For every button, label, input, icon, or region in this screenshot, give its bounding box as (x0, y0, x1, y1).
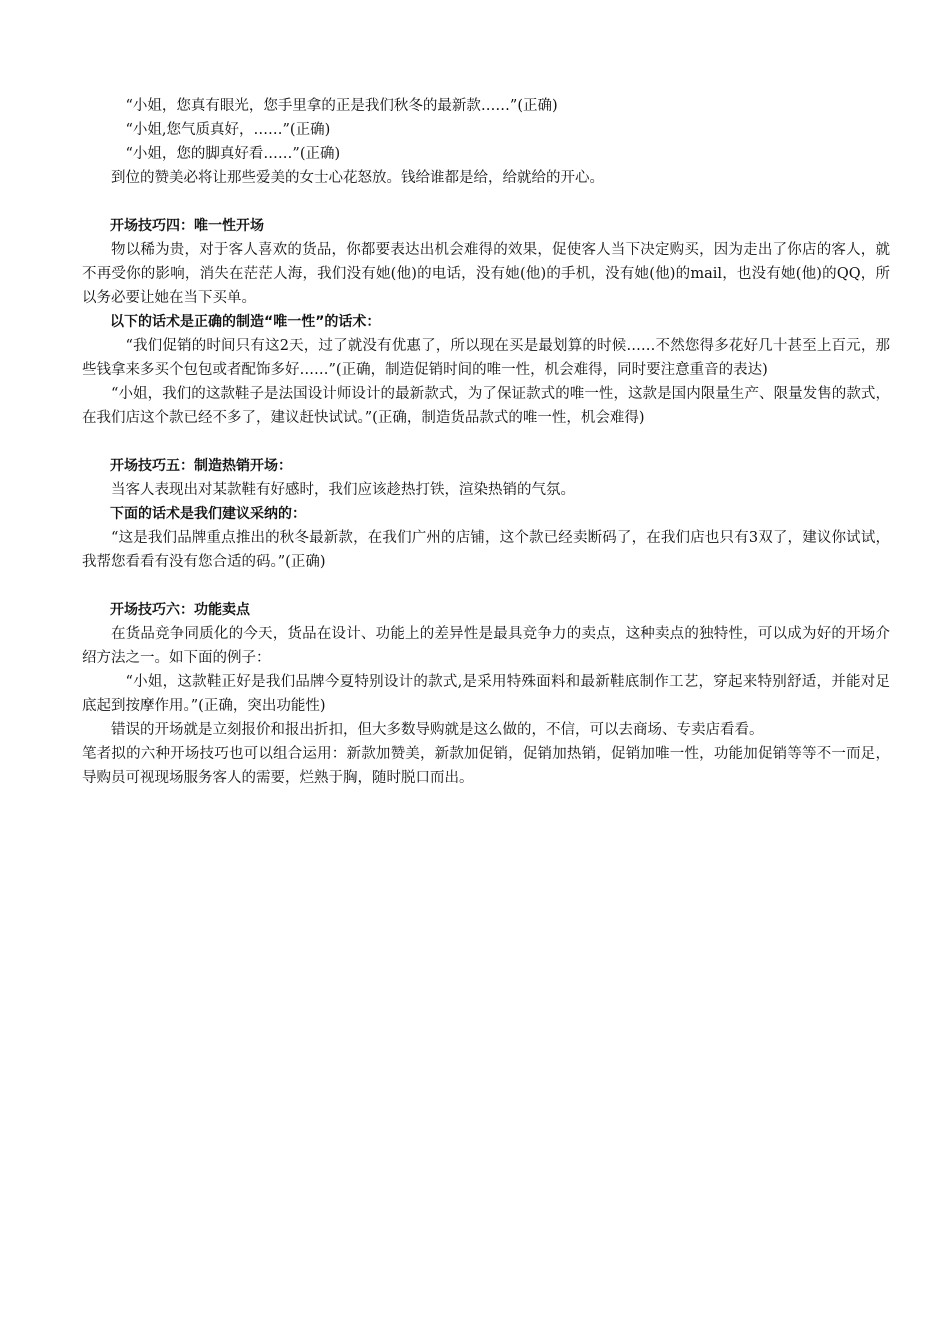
section-5-body: 当客人表现出对某款鞋有好感时，我们应该趁热打铁，渲染热销的气氛。 (111, 482, 575, 498)
compliment-example-2: “小姐,您气质真好，……”(正确) (125, 122, 331, 138)
section-6-closing-1: 错误的开场就是立刻报价和报出折扣，但大多数导购就是这么做的，不信，可以去商场、专卖店看看。 (111, 722, 764, 738)
section-6-body: 在货品竞争同质化的今天，货品在设计、功能上的差异性是最具竞争力的卖点，这种卖点的独特性，可以成为好的开场介绍方法之一。如下面的例子： (82, 626, 890, 666)
section-5-subheading: 下面的话术是我们建议采纳的： (110, 506, 306, 522)
compliment-example-1: “小姐，您真有眼光，您手里拿的正是我们秋冬的最新款……”(正确) (125, 98, 558, 114)
spacer (82, 190, 890, 214)
section-4-example-2: “小姐，我们的这款鞋子是法国设计师设计的最新款式，为了保证款式的唯一性，这款是国内限量生产、限量发售的款式，在我们店这个款已经不多了，建议赶快试试。”(正确，制造货品款式的唯一性，机会难得) (82, 386, 890, 426)
section-5-example: “这是我们品牌重点推出的秋冬最新款，在我们广州的店铺，这个款已经卖断码了，在我们店也只有3双了，建议你试试，我帮您看看有没有您合适的码。”(正确) (82, 530, 890, 570)
spacer (82, 430, 890, 454)
section-5-heading: 开场技巧五：制造热销开场： (110, 458, 292, 474)
spacer (82, 574, 890, 598)
section-6-example: “小姐，这款鞋正好是我们品牌今夏特别设计的款式,是采用特殊面料和最新鞋底制作工艺，穿起来特别舒适，并能对足底起到按摩作用。”(正确，突出功能性) (82, 674, 890, 714)
section-4-example-1: “我们促销的时间只有这2天，过了就没有优惠了，所以现在买是最划算的时候……不然您得多花好几十甚至上百元，那些钱拿来多买个包包或者配饰多好……”(正确，制造促销时间的唯一性，机会难得，同时要注意重音的表达) (82, 338, 890, 378)
compliment-conclusion: 到位的赞美必将让那些爱美的女士心花怒放。钱给谁都是给，给就给的开心。 (111, 170, 604, 186)
section-4-body: 物以稀为贵，对于客人喜欢的货品，你都要表达出机会难得的效果，促使客人当下决定购买，因为走出了你店的客人，就不再受你的影响，消失在茫茫人海，我们没有她(他)的电话，没有她(他)的手机，没有她(他)的mail，也没有她(他)的QQ，所以务必要让她在当下买单。 (82, 242, 890, 306)
section-4-subheading: 以下的话术是正确的制造“唯一性”的话术： (110, 314, 381, 330)
compliment-example-3: “小姐，您的脚真好看……”(正确) (125, 146, 341, 162)
section-4-heading: 开场技巧四：唯一性开场 (110, 218, 264, 234)
section-6-closing-2: 笔者拟的六种开场技巧也可以组合运用：新款加赞美，新款加促销，促销加热销，促销加唯一性，功能加促销等等不一而足，导购员可视现场服务客人的需要，烂熟于胸，随时脱口而出。 (82, 746, 890, 786)
section-6-heading: 开场技巧六：功能卖点 (110, 602, 250, 618)
document-page (82, 94, 890, 790)
